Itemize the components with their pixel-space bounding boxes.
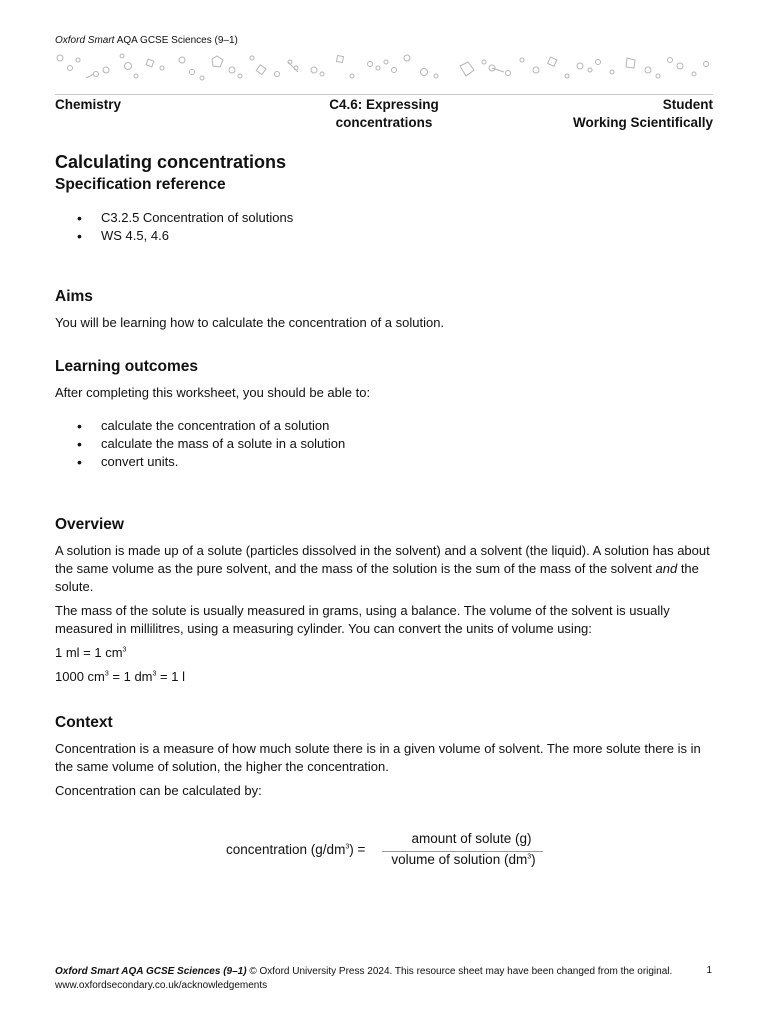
outcome-item: • convert units. [55, 453, 715, 471]
audience-line-2: Working Scientifically [572, 115, 713, 130]
conversion-1-text: 1 ml = 1 cm [55, 645, 123, 660]
context-paragraph-2: Concentration can be calculated by: [55, 783, 262, 798]
overview-p1-emphasis: and [655, 561, 678, 576]
spec-list [55, 209, 715, 245]
footer-copyright: © Oxford University Press 2024. This resource sheet may have been changed from the original. [246, 966, 673, 977]
outcome-item: • calculate the mass of a solute in a solution [55, 435, 715, 453]
overview-p1-text: A solution is made up of a solute (particles dissolved in the solvent) and a solvent (the liquid). A solution has about the same volume as the pure solvent, and the mass of the solution is the sum of the mass of the solvent [55, 543, 710, 576]
spec-item: • WS 4.5, 4.6 [55, 227, 715, 245]
topic-line-1: C4.6: Expressing [329, 97, 439, 112]
spec-item: • C3.2.5 Concentration of solutions [55, 209, 715, 227]
series-brand: Oxford Smart [55, 35, 115, 46]
conversion-1 [55, 644, 715, 662]
conversion-2 [55, 668, 715, 686]
formula-lhs-text: concentration (g/dm [226, 842, 346, 857]
molecule-banner-graphic [52, 48, 716, 92]
context-heading: Context [55, 714, 113, 731]
worksheet-body [55, 150, 715, 800]
page-number: 1 [706, 965, 712, 976]
formula-lhs-sup: 3 [345, 843, 350, 851]
audience-line-1: Student [662, 97, 713, 112]
footer-line-1 [55, 965, 715, 979]
concentration-formula [226, 830, 556, 874]
conversion-2-text-c: = 1 l [156, 669, 185, 684]
outcome-item: • calculate the concentration of a solution [55, 417, 715, 435]
subject-label: Chemistry [55, 97, 122, 112]
footer-series: Oxford Smart AQA GCSE Sciences (9–1) [55, 966, 247, 977]
overview-paragraph-1 [55, 542, 715, 596]
conversion-2-text-a: 1000 cm [55, 669, 105, 684]
outcomes-intro: After completing this worksheet, you should be able to: [55, 385, 371, 400]
aims-text: You will be learning how to calculate the concentration of a solution. [55, 315, 445, 330]
series-title [55, 35, 238, 46]
conversion-2-text-b: = 1 dm [108, 669, 153, 684]
overview-heading: Overview [55, 516, 124, 533]
conversion-1-sup: 3 [122, 646, 127, 654]
formula-denominator-text: volume of solution (dm [391, 852, 528, 867]
formula-lhs-end: ) = [349, 842, 366, 857]
page-title: Calculating concentrations [55, 152, 287, 172]
conversion-2-sup-1: 3 [104, 670, 109, 678]
formula-numerator: amount of solute (g) [411, 831, 532, 846]
overview-paragraph-2: The mass of the solute is usually measured in grams, using a balance. The volume of the solvent is usually measured in millilitres, using a measuring cylinder. You can convert the units of volume using: [55, 603, 670, 636]
formula-denominator [384, 852, 543, 867]
context-paragraph-1: Concentration is a measure of how much solute there is in a given volume of solvent. The more solute there is in the same volume of solution, the higher the concentration. [55, 741, 701, 774]
page-footer [55, 965, 715, 993]
formula-denominator-end: ) [531, 852, 536, 867]
header-rule [55, 94, 713, 95]
series-name: AQA GCSE Sciences (9–1) [114, 35, 238, 46]
outcomes-heading: Learning outcomes [55, 358, 198, 375]
outcomes-list [55, 417, 715, 471]
spec-heading: Specification reference [55, 176, 226, 193]
conversion-2-sup-2: 3 [152, 670, 157, 678]
aims-heading: Aims [55, 288, 93, 305]
topic-line-2: concentrations [335, 115, 433, 130]
audience-label [573, 96, 713, 132]
formula-lhs [226, 842, 365, 857]
topic-label [284, 96, 484, 132]
formula-denominator-sup: 3 [527, 853, 532, 861]
overview-p1-end: the solute. [55, 561, 699, 594]
footer-url: www.oxfordsecondary.co.uk/acknowledgements [55, 980, 268, 991]
